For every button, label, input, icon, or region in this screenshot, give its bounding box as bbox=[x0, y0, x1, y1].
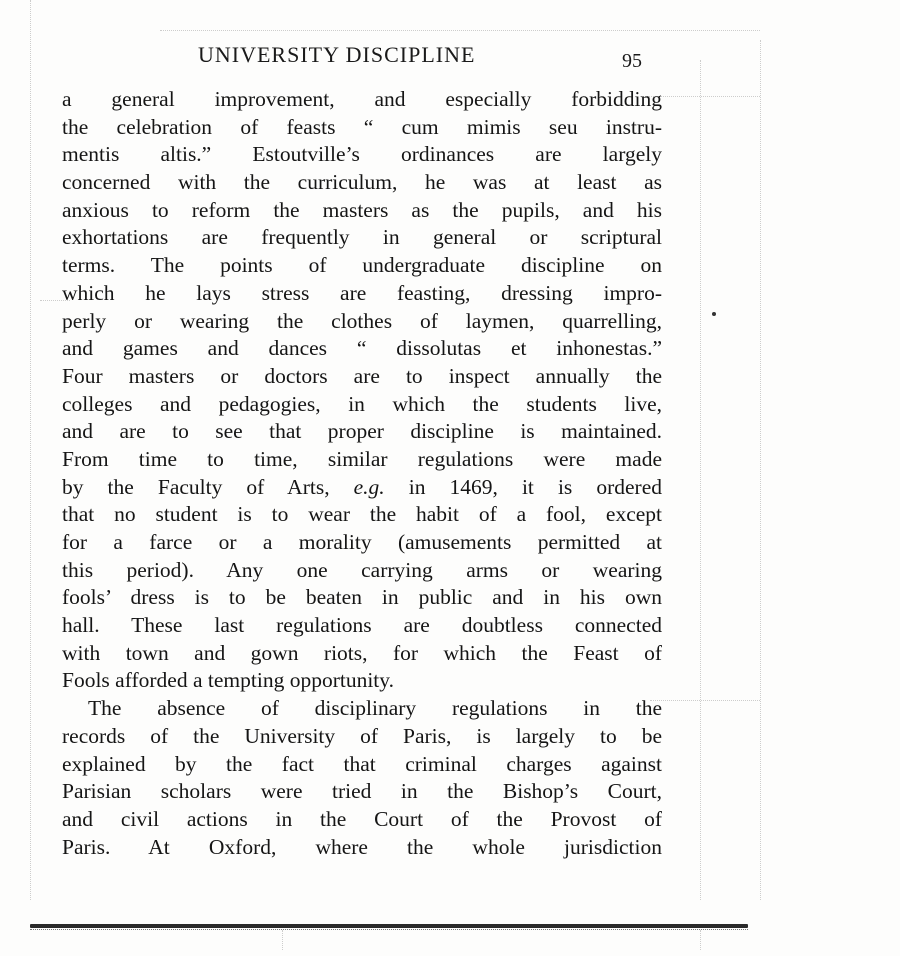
text-line: terms. The points of undergraduate discipline on bbox=[62, 253, 662, 278]
text-line: records of the University of Paris, is largely to be bbox=[62, 723, 662, 748]
text-line: this period). Any one carrying arms or wearing bbox=[62, 557, 662, 582]
text-line: a general improvement, and especially forbidding bbox=[62, 87, 662, 111]
text-line: that no student is to wear the habit of a fool, except bbox=[62, 502, 662, 527]
scan-noise bbox=[760, 40, 761, 900]
text-line: which he lays stress are feasting, dressing impro- bbox=[62, 280, 662, 305]
scan-noise bbox=[700, 60, 701, 900]
scan-noise bbox=[650, 700, 760, 701]
text-line: fools’ dress is to be beaten in public and in his own bbox=[62, 585, 662, 610]
scan-noise bbox=[160, 30, 760, 31]
page-number: 95 bbox=[622, 50, 642, 72]
text-line: for a farce or a morality (amusements permitted at bbox=[62, 530, 662, 554]
text-line: mentis altis.” Estoutville’s ordinances are largely bbox=[62, 142, 662, 167]
text-line: colleges and pedagogies, in which the students live, bbox=[62, 391, 662, 416]
text-line: and games and dances “ dissolutas et inhonestas.” bbox=[62, 336, 662, 361]
page-bottom-rule-shadow bbox=[30, 929, 748, 931]
running-title: UNIVERSITY DISCIPLINE bbox=[198, 42, 476, 67]
text-line: with town and gown riots, for which the Feast of bbox=[62, 640, 662, 665]
text-line: From time to time, similar regulations were made bbox=[62, 446, 662, 471]
ink-speck bbox=[712, 312, 716, 316]
page-header bbox=[0, 36, 900, 76]
scan-noise bbox=[282, 930, 283, 950]
body-text bbox=[62, 86, 662, 861]
page-bottom-rule bbox=[30, 924, 748, 928]
text-fragment: in 1469, it is ordered bbox=[384, 474, 662, 499]
text-line: the celebration of feasts “ cum mimis seu instru- bbox=[62, 114, 662, 139]
scan-noise bbox=[30, 0, 31, 900]
scan-noise bbox=[700, 930, 701, 950]
text-line: Parisian scholars were tried in the Bishop’s Court, bbox=[62, 779, 662, 804]
text-line: anxious to reform the masters as the pupils, and his bbox=[62, 197, 662, 222]
text-line: Paris. At Oxford, where the whole jurisdiction bbox=[62, 834, 662, 859]
text-line: explained by the fact that criminal charges against bbox=[62, 751, 662, 776]
text-line-with-italic bbox=[62, 474, 662, 502]
text-line: and civil actions in the Court of the Provost of bbox=[62, 806, 662, 831]
italic-abbreviation: e.g. bbox=[353, 474, 385, 499]
text-line: concerned with the curriculum, he was at least as bbox=[62, 170, 662, 195]
text-line: Fools afforded a tempting opportunity. bbox=[62, 668, 395, 693]
text-line: and are to see that proper discipline is maintained. bbox=[62, 419, 662, 444]
text-fragment: by the Faculty of Arts, bbox=[62, 474, 354, 499]
text-line: hall. These last regulations are doubtless connected bbox=[62, 613, 662, 638]
paragraph-first-line: The absence of disciplinary regulations in the bbox=[88, 696, 662, 721]
text-line: perly or wearing the clothes of laymen, quarrelling, bbox=[62, 308, 662, 333]
text-line: exhortations are frequently in general or scriptural bbox=[62, 225, 662, 250]
text-line: Four masters or doctors are to inspect annually the bbox=[62, 363, 662, 388]
